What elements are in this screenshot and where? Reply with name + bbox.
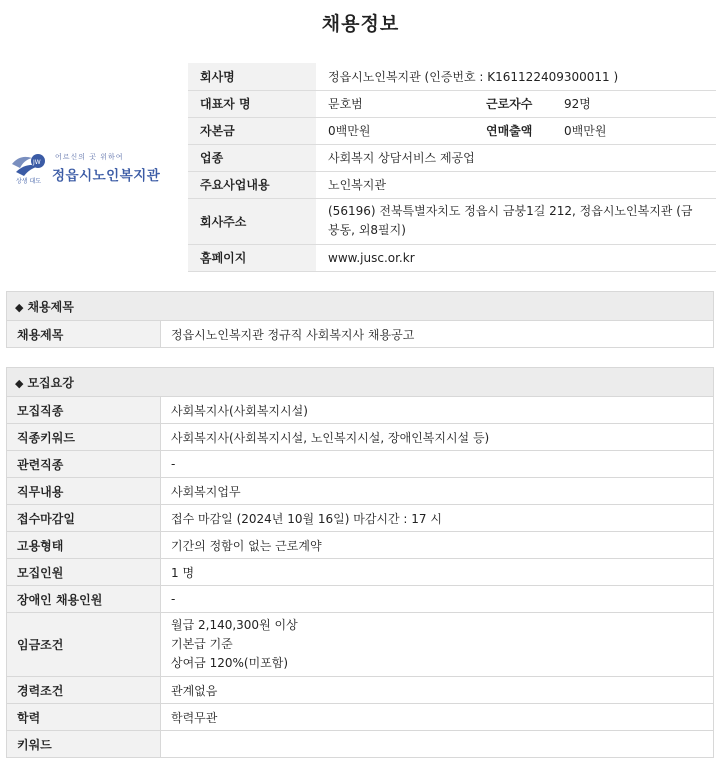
sales-label: 연매출액 bbox=[486, 117, 564, 144]
job-title-section bbox=[6, 291, 714, 348]
education-value: 학력무관 bbox=[161, 704, 714, 731]
career-value: 관계없음 bbox=[161, 677, 714, 704]
recruit-row-value: 사회복지사(사회복지시설, 노인복지시설, 장애인복지시설 등) bbox=[161, 424, 714, 451]
recruit-row-label: 장애인 채용인원 bbox=[7, 586, 161, 613]
recruit-row-value: 접수 마감일 (2024년 10월 16일) 마감시간 : 17 시 bbox=[161, 505, 714, 532]
education-label: 학력 bbox=[7, 704, 161, 731]
recruit-row-label: 모집인원 bbox=[7, 559, 161, 586]
keyword-value bbox=[161, 731, 714, 758]
job-title-label: 채용제목 bbox=[7, 321, 161, 348]
recruit-row-value: - bbox=[161, 451, 714, 478]
recruit-row-label: 관련직종 bbox=[7, 451, 161, 478]
address-label: 회사주소 bbox=[188, 198, 316, 244]
recruit-row-value: 1 명 bbox=[161, 559, 714, 586]
recruit-row-label: 직종키워드 bbox=[7, 424, 161, 451]
job-title-section-header bbox=[7, 292, 714, 321]
page-title: 채용정보 bbox=[321, 13, 400, 35]
logo-name: 정읍시노인복지관 bbox=[52, 168, 161, 184]
recruit-section-header bbox=[7, 368, 714, 397]
company-logo bbox=[10, 150, 170, 190]
recruit-row-value: 사회복지사(사회복지시설) bbox=[161, 397, 714, 424]
employees-label: 근로자수 bbox=[486, 90, 564, 117]
recruit-section bbox=[6, 367, 714, 758]
wage-line: 월급 2,140,300원 이상 bbox=[171, 618, 298, 632]
industry-value: 사회복지 상담서비스 제공업 bbox=[316, 144, 716, 171]
ceo-value: 문호범 bbox=[316, 90, 486, 117]
recruit-row-label: 직무내용 bbox=[7, 478, 161, 505]
wage-value bbox=[161, 613, 714, 677]
logo-tagline: 상생 대도 bbox=[16, 178, 42, 185]
capital-value: 0백만원 bbox=[316, 117, 486, 144]
capital-label: 자본금 bbox=[188, 117, 316, 144]
recruit-row-value: 기간의 정함이 없는 근로계약 bbox=[161, 532, 714, 559]
wage-line: 상여금 120%(미포함) bbox=[171, 656, 289, 670]
logo-slogan: 어르신의 곳 위하여 bbox=[55, 153, 124, 161]
business-label: 주요사업내용 bbox=[188, 171, 316, 198]
recruit-row-label: 고용형태 bbox=[7, 532, 161, 559]
employees-value: 92명 bbox=[564, 90, 716, 117]
diamond-icon: ◆ bbox=[15, 376, 24, 390]
company-name-label: 회사명 bbox=[188, 63, 316, 90]
company-name-value: 정읍시노인복지관 (인증번호 : K161122409300011 ) bbox=[316, 63, 716, 90]
recruit-row-label: 접수마감일 bbox=[7, 505, 161, 532]
industry-label: 업종 bbox=[188, 144, 316, 171]
recruit-row-value: 사회복지업무 bbox=[161, 478, 714, 505]
address-value: (56196) 전북특별자치도 정읍시 금붕1길 212, 정읍시노인복지관 (금붕동, 외8필지) bbox=[316, 198, 716, 244]
wage-line: 기본급 기준 bbox=[171, 637, 233, 651]
sales-value: 0백만원 bbox=[564, 117, 716, 144]
diamond-icon: ◆ bbox=[15, 300, 24, 314]
homepage-link[interactable]: www.jusc.or.kr bbox=[316, 244, 716, 271]
recruit-row-label: 모집직종 bbox=[7, 397, 161, 424]
job-title-section-header-text: 채용제목 bbox=[27, 299, 74, 314]
homepage-label: 홈페이지 bbox=[188, 244, 316, 271]
ceo-label: 대표자 명 bbox=[188, 90, 316, 117]
company-info-table bbox=[188, 63, 716, 272]
recruit-section-header-text: 모집요강 bbox=[27, 375, 74, 390]
keyword-label: 키워드 bbox=[7, 731, 161, 758]
recruit-row-value: - bbox=[161, 586, 714, 613]
svg-text:JW: JW bbox=[33, 159, 41, 166]
wage-label: 임금조건 bbox=[7, 613, 161, 677]
job-title-value: 정읍시노인복지관 정규직 사회복지사 채용공고 bbox=[161, 321, 714, 348]
career-label: 경력조건 bbox=[7, 677, 161, 704]
business-value: 노인복지관 bbox=[316, 171, 716, 198]
